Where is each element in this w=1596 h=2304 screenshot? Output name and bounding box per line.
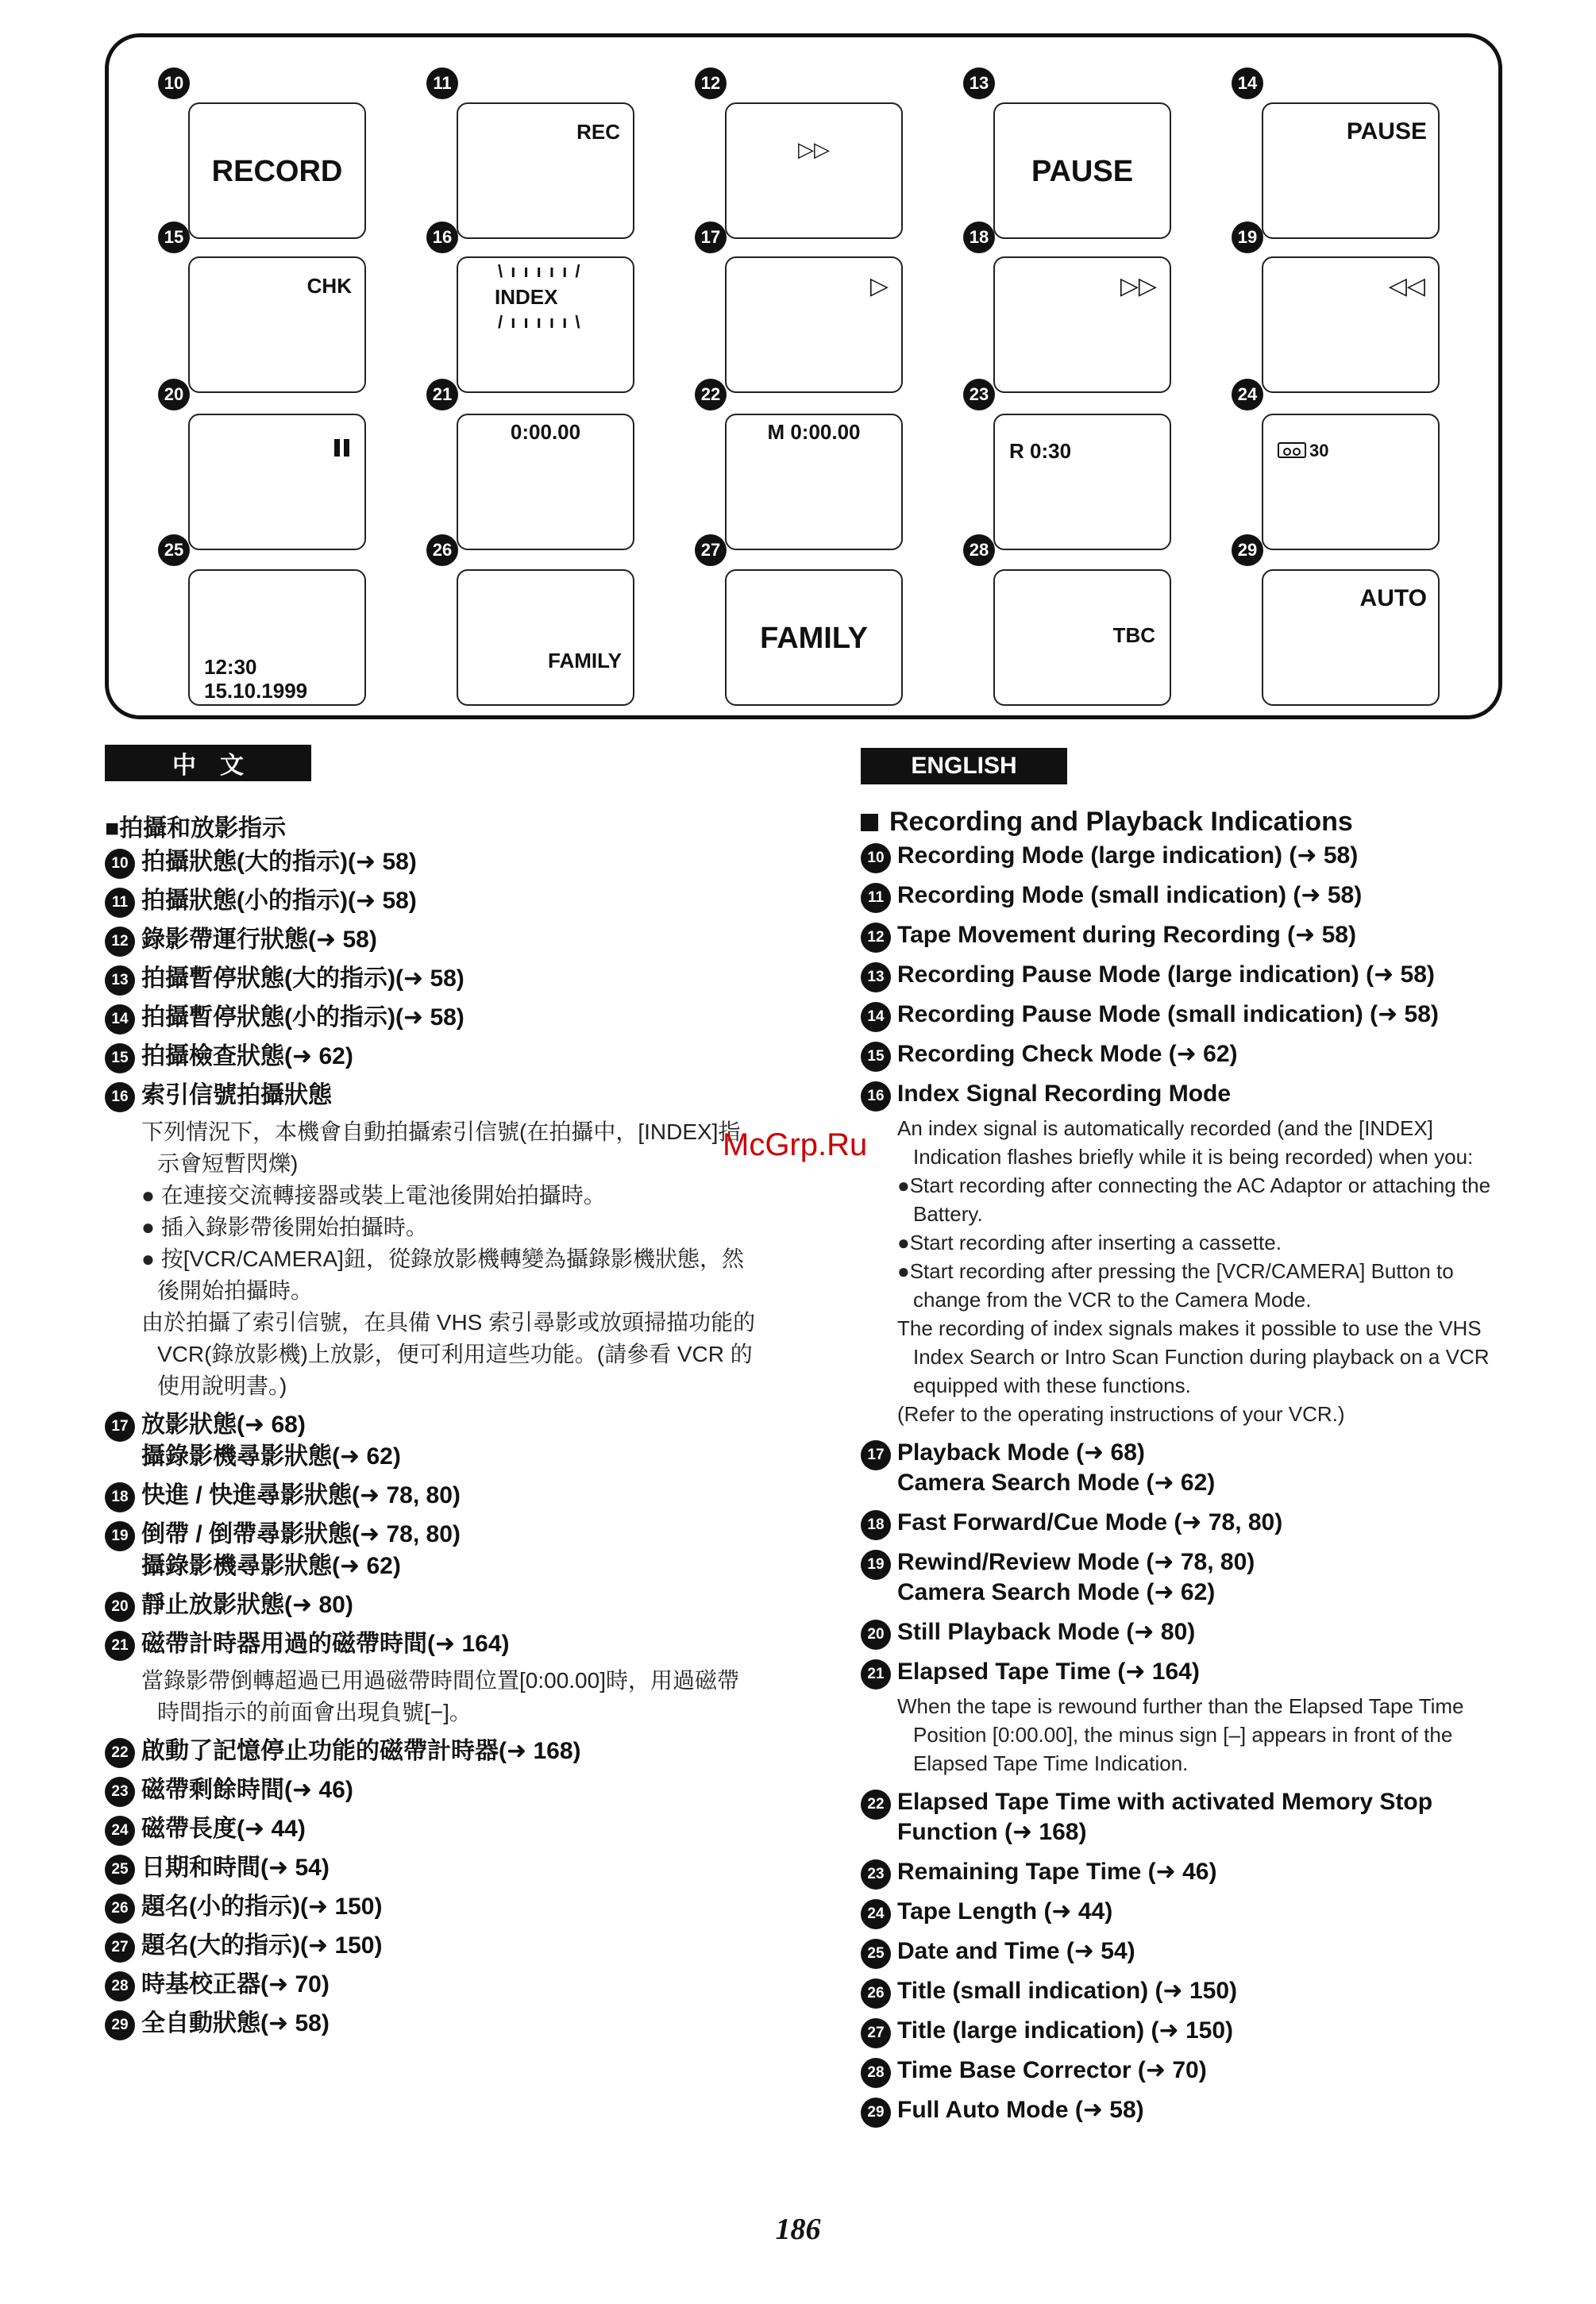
english-section-label — [861, 748, 1067, 784]
list-item-label: Recording Mode (small indication) (➜ 58) — [897, 882, 1363, 908]
cassette-icon — [1278, 442, 1306, 458]
indication-cell — [1232, 379, 1446, 553]
list-item-label: 錄影帶運行狀態(➜ 58) — [141, 927, 377, 953]
list-item-label: Rewind/Review Mode (➜ 78, 80) — [897, 1549, 1255, 1575]
viewfinder-screen — [457, 569, 634, 706]
indication-list-item — [861, 1438, 1512, 1498]
indication-list-item — [105, 1080, 756, 1402]
indication-list-item — [105, 1409, 756, 1473]
indication-cell — [963, 222, 1178, 396]
indication-list-item — [105, 1930, 756, 1962]
indication-list-item — [105, 1480, 756, 1512]
list-item-label: 磁帶長度(➜ 44) — [141, 1816, 306, 1842]
screen-indication-text: ▷▷ — [798, 137, 830, 161]
viewfinder-screen — [993, 256, 1171, 393]
list-item-label: Elapsed Tape Time (➜ 164) — [897, 1659, 1200, 1685]
list-item-label: 拍攝檢查狀態(➜ 62) — [141, 1043, 353, 1069]
indication-list-item — [861, 960, 1512, 990]
list-number-badge: 11 — [105, 888, 135, 918]
viewfinder-screen — [188, 414, 366, 550]
indication-list-item — [861, 1547, 1512, 1608]
viewfinder-screen — [1262, 569, 1440, 706]
list-number-badge: 10 — [105, 849, 135, 879]
item-number-badge: 13 — [963, 67, 995, 99]
list-item-label: 放影狀態(➜ 68) — [141, 1412, 306, 1438]
screen-indication-text: FAMILY — [760, 622, 868, 655]
list-item-label: 拍攝狀態(小的指示)(➜ 58) — [141, 888, 417, 914]
screen-indication-text: CHK — [306, 274, 352, 298]
english-column — [861, 807, 1512, 2135]
screen-indication-text: M 0:00.00 — [767, 420, 861, 444]
indication-cell — [1232, 67, 1446, 242]
indication-cell — [695, 534, 909, 709]
list-number-badge: 26 — [861, 1978, 891, 2009]
indication-cell — [1232, 534, 1446, 709]
screen-indication-text: 12:30 — [204, 655, 257, 679]
list-item-label: 時基校正器(➜ 70) — [141, 1971, 330, 1998]
list-item-label: 磁帶剩餘時間(➜ 46) — [141, 1777, 353, 1803]
list-item-label: 索引信號拍攝狀態 — [141, 1082, 332, 1108]
screen-date-text: 15.10.1999 — [204, 679, 308, 703]
list-item-label: Title (small indication) (➜ 150) — [897, 1978, 1237, 2004]
screen-indication-text: FAMILY — [548, 649, 622, 672]
list-item-label: Tape Movement during Recording (➜ 58) — [897, 922, 1356, 948]
screen-indication-text: RECORD — [211, 155, 343, 188]
pause-icon — [334, 439, 350, 457]
list-item-label: 攝錄影機尋影狀態(➜ 62) — [141, 1443, 401, 1470]
indication-cell — [426, 67, 641, 242]
chinese-label-text: 中 文 — [172, 753, 244, 779]
list-number-badge: 12 — [105, 927, 135, 957]
list-item-description — [141, 1665, 756, 1728]
list-item-label: 拍攝暫停狀態(小的指示)(➜ 58) — [141, 1004, 465, 1031]
indication-cell — [963, 67, 1178, 242]
indication-list-item — [105, 1774, 756, 1806]
list-number-badge: 28 — [861, 2058, 891, 2088]
item-number-badge: 17 — [695, 222, 727, 253]
list-number-badge: 16 — [861, 1081, 891, 1112]
list-number-badge: 12 — [861, 923, 891, 953]
indication-list-item — [105, 1519, 756, 1582]
list-number-badge: 22 — [861, 1790, 891, 1820]
indication-cell — [963, 534, 1178, 709]
list-number-badge: 29 — [861, 2098, 891, 2128]
indication-list-item — [105, 846, 756, 878]
viewfinder-screen — [725, 569, 903, 706]
list-item-label: Fast Forward/Cue Mode (➜ 78, 80) — [897, 1509, 1283, 1535]
item-number-badge: 12 — [695, 67, 727, 99]
list-number-badge: 13 — [861, 962, 891, 992]
screen-indication-text: R 0:30 — [1009, 439, 1072, 463]
indication-list-item — [105, 963, 756, 995]
list-item-label: 靜止放影狀態(➜ 80) — [141, 1592, 353, 1618]
list-item-label: 倒帶 / 倒帶尋影狀態(➜ 78, 80) — [141, 1521, 461, 1547]
list-item-label: Recording Pause Mode (large indication) (➜ 58) — [897, 961, 1435, 988]
list-number-badge: 29 — [105, 2010, 135, 2040]
list-item-label: Index Signal Recording Mode — [897, 1081, 1232, 1107]
screen-indication-text: PAUSE — [1031, 155, 1134, 188]
viewfinder-screen — [1262, 102, 1440, 239]
indication-list-item — [861, 2095, 1512, 2125]
list-item-label: 啟動了記憶停止功能的磁帶計時器(➜ 168) — [141, 1738, 581, 1764]
flash-rays-bottom: / ı ı ı ı ı \ — [498, 312, 582, 332]
indication-cell — [695, 379, 909, 553]
description-line: ● 插入錄影帶後開始拍攝時。 — [141, 1215, 428, 1239]
list-item-description — [897, 1114, 1512, 1428]
indication-list-item — [105, 1628, 756, 1728]
item-number-badge: 16 — [426, 222, 458, 253]
indication-cell — [158, 222, 372, 396]
list-item-label: 題名(小的指示)(➜ 150) — [141, 1894, 383, 1920]
screen-indication-text: 30 — [1309, 441, 1329, 460]
item-number-badge: 20 — [158, 379, 190, 410]
viewfinder-screen — [725, 256, 903, 393]
screen-indication-text: TBC — [1112, 623, 1155, 647]
list-item-label: Elapsed Tape Time with activated Memory Stop Function (➜ 168) — [897, 1789, 1433, 1845]
indication-cell — [695, 67, 909, 242]
list-number-badge: 24 — [105, 1816, 135, 1846]
description-line: ●Start recording after pressing the [VCR/CAMERA] Button to change from the VCR to the Camera Mode. — [897, 1259, 1454, 1312]
viewfinder-screen — [457, 102, 634, 239]
list-item-label: Remaining Tape Time (➜ 46) — [897, 1859, 1217, 1885]
indication-list-item — [861, 1508, 1512, 1538]
viewfinder-screen — [993, 414, 1171, 550]
indication-cell — [426, 222, 641, 396]
indication-list-item — [861, 1787, 1512, 1847]
screen-indication-text: AUTO — [1359, 585, 1427, 611]
list-number-badge: 17 — [861, 1440, 891, 1470]
list-item-label: 全自動狀態(➜ 58) — [141, 2010, 330, 2036]
indication-list-item — [105, 1589, 756, 1621]
list-number-badge: 23 — [105, 1777, 135, 1807]
indication-cell — [426, 379, 641, 553]
list-item-description — [141, 1116, 756, 1402]
chinese-title — [105, 808, 756, 843]
list-number-badge: 18 — [861, 1510, 891, 1540]
indication-list-item — [861, 1857, 1512, 1887]
list-number-badge: 15 — [105, 1043, 135, 1073]
description-line: ●Start recording after inserting a cassette. — [897, 1231, 1282, 1254]
list-number-badge: 27 — [861, 2018, 891, 2048]
indication-list-item — [861, 841, 1512, 871]
list-item-label: Tape Length (➜ 44) — [897, 1898, 1113, 1924]
chinese-column — [105, 808, 756, 2047]
indication-cell — [158, 534, 372, 709]
indication-list-item — [105, 1813, 756, 1845]
list-number-badge: 21 — [861, 1659, 891, 1689]
watermark: McGrp.Ru — [723, 1127, 868, 1162]
list-number-badge: 15 — [861, 1042, 891, 1072]
indication-list-item — [861, 1617, 1512, 1647]
screen-indication-text: 0:00.00 — [510, 420, 581, 444]
list-number-badge: 13 — [105, 965, 135, 996]
item-number-badge: 26 — [426, 534, 458, 566]
list-item-label: Camera Search Mode (➜ 62) — [897, 1470, 1216, 1496]
description-line: 當錄影帶倒轉超過已用過磁帶時間位置[0:00.00]時，用過磁帶時間指示的前面會出現負號[−]。 — [141, 1668, 739, 1724]
list-item-label: Time Base Corrector (➜ 70) — [897, 2057, 1207, 2083]
viewfinder-screen — [993, 102, 1171, 239]
list-number-badge: 14 — [861, 1002, 891, 1032]
item-number-badge: 23 — [963, 379, 995, 410]
list-item-label: 題名(大的指示)(➜ 150) — [141, 1932, 383, 1959]
list-number-badge: 18 — [105, 1482, 135, 1512]
indication-list-item — [861, 1039, 1512, 1069]
list-number-badge: 19 — [861, 1550, 891, 1580]
indication-list-item — [861, 2016, 1512, 2046]
item-number-badge: 18 — [963, 222, 995, 253]
indication-list-item — [105, 1041, 756, 1073]
chinese-section-label — [105, 745, 311, 781]
description-line: 由於拍攝了索引信號，在具備 VHS 索引尋影或放頭掃描功能的 VCR(錄放影機)上放影，便可利用這些功能。(請參看 VCR 的使用說明書。) — [141, 1310, 756, 1398]
list-number-badge: 27 — [105, 1932, 135, 1963]
indication-list-item — [105, 924, 756, 956]
flash-rays-top: \ ı ı ı ı ı / — [498, 261, 582, 281]
viewfinder-screen — [188, 569, 366, 706]
list-number-badge: 25 — [105, 1855, 135, 1885]
indication-list-item — [861, 1936, 1512, 1967]
indication-list-item — [861, 920, 1512, 950]
description-line: 下列情況下，本機會自動拍攝索引信號(在拍攝中，[INDEX]指示會短暫閃爍) — [141, 1119, 741, 1176]
english-title — [861, 807, 1512, 838]
list-number-badge: 14 — [105, 1004, 135, 1034]
list-item-description — [897, 1692, 1512, 1778]
indication-list-item — [105, 1891, 756, 1923]
list-number-badge: 19 — [105, 1521, 135, 1551]
list-number-badge: 25 — [861, 1939, 891, 1969]
indication-cell — [158, 379, 372, 553]
viewfinder-screen — [1262, 256, 1440, 393]
item-number-badge: 21 — [426, 379, 458, 410]
description-line: An index signal is automatically recorded (and the [INDEX] Indication flashes briefly while it is being recorded) when you: — [897, 1116, 1474, 1169]
indication-cell — [426, 534, 641, 709]
screen-indication-text: INDEX — [495, 285, 558, 309]
list-item-label: Recording Mode (large indication) (➜ 58) — [897, 842, 1359, 869]
screen-indication-text: PAUSE — [1346, 118, 1427, 144]
page-number: 186 — [775, 2213, 821, 2246]
indication-list-item — [105, 1736, 756, 1767]
item-number-badge: 25 — [158, 534, 190, 566]
list-number-badge: 20 — [105, 1592, 135, 1622]
indication-list-item — [105, 2008, 756, 2040]
english-label-text: ENGLISH — [911, 753, 1017, 779]
indication-list-item — [105, 885, 756, 917]
list-item-label: 拍攝狀態(大的指示)(➜ 58) — [141, 849, 417, 875]
item-number-badge: 22 — [695, 379, 727, 410]
viewfinder-screen — [993, 569, 1171, 706]
item-number-badge: 15 — [158, 222, 190, 253]
list-item-label: Date and Time (➜ 54) — [897, 1938, 1135, 1964]
indication-list-item — [861, 1897, 1512, 1927]
list-item-label: Recording Pause Mode (small indication) (➜ 58) — [897, 1001, 1439, 1027]
list-item-label: Title (large indication) (➜ 150) — [897, 2017, 1233, 2044]
indication-list-item — [861, 1657, 1512, 1778]
viewfinder-screen — [188, 256, 366, 393]
list-item-label: Playback Mode (➜ 68) — [897, 1439, 1145, 1466]
list-number-badge: 21 — [105, 1631, 135, 1661]
list-item-label: 磁帶計時器用過的磁帶時間(➜ 164) — [141, 1631, 510, 1657]
indication-list-item — [861, 880, 1512, 911]
item-number-badge: 24 — [1232, 379, 1263, 410]
english-title-text: Recording and Playback Indications — [889, 807, 1353, 837]
list-item-label: 攝錄影機尋影狀態(➜ 62) — [141, 1553, 401, 1579]
item-number-badge: 29 — [1232, 534, 1263, 566]
indication-list-item — [861, 2055, 1512, 2086]
list-number-badge: 23 — [861, 1859, 891, 1890]
indication-list-item — [105, 1969, 756, 2001]
viewfinder-screen — [188, 102, 366, 239]
indication-list-item — [105, 1852, 756, 1884]
indication-cell — [1232, 222, 1446, 396]
list-item-label: Recording Check Mode (➜ 62) — [897, 1041, 1238, 1067]
list-number-badge: 17 — [105, 1412, 135, 1442]
screen-indication-text: ▷ — [869, 273, 889, 299]
indication-list-item — [861, 1079, 1512, 1428]
screen-indication-text: REC — [576, 120, 620, 144]
viewfinder-screen — [1262, 414, 1440, 550]
description-line: ●Start recording after connecting the AC Adaptor or attaching the Battery. — [897, 1173, 1491, 1226]
list-number-badge: 20 — [861, 1620, 891, 1650]
description-line: The recording of index signals makes it possible to use the VHS Index Search or Intro Scan Function during playback on a VCR equipped with these functions. — [897, 1316, 1490, 1397]
viewfinder-screen — [457, 256, 634, 393]
list-item-label: 拍攝暫停狀態(大的指示)(➜ 58) — [141, 965, 465, 992]
indication-cell — [695, 222, 909, 396]
description-line: (Refer to the operating instructions of your VCR.) — [897, 1402, 1345, 1426]
list-item-label: 快進 / 快進尋影狀態(➜ 78, 80) — [141, 1482, 461, 1508]
list-item-label: Full Auto Mode (➜ 58) — [897, 2097, 1144, 2123]
list-number-badge: 24 — [861, 1899, 891, 1929]
square-bullet-icon — [861, 814, 878, 831]
indication-cell — [963, 379, 1178, 553]
list-number-badge: 11 — [861, 883, 891, 913]
list-item-label: Still Playback Mode (➜ 80) — [897, 1619, 1196, 1645]
description-line: When the tape is rewound further than the Elapsed Tape Time Position [0:00.00], the minus sign [–] appears in front of the Elapsed Tape Time Indication. — [897, 1694, 1464, 1775]
viewfinder-screen — [725, 102, 903, 239]
list-item-label: Camera Search Mode (➜ 62) — [897, 1579, 1216, 1605]
indication-panel — [105, 33, 1502, 719]
item-number-badge: 11 — [426, 67, 458, 99]
item-number-badge: 14 — [1232, 67, 1263, 99]
list-number-badge: 28 — [105, 1971, 135, 2002]
screen-indication-text: ▷▷ — [1120, 273, 1157, 299]
indication-list-item — [105, 1002, 756, 1034]
indication-list-item — [861, 1000, 1512, 1030]
item-number-badge: 19 — [1232, 222, 1263, 253]
chinese-title-text: ■拍攝和放影指示 — [105, 815, 287, 842]
screen-indication-text: ◁◁ — [1388, 273, 1425, 299]
list-number-badge: 22 — [105, 1738, 135, 1768]
list-number-badge: 16 — [105, 1082, 135, 1112]
list-number-badge: 26 — [105, 1894, 135, 1924]
viewfinder-screen — [457, 414, 634, 550]
list-number-badge: 10 — [861, 843, 891, 873]
indication-cell — [158, 67, 372, 242]
indication-list-item — [861, 1976, 1512, 2006]
list-item-label: 日期和時間(➜ 54) — [141, 1855, 330, 1881]
item-number-badge: 27 — [695, 534, 727, 566]
description-line: ● 按[VCR/CAMERA]鈕，從錄放影機轉變為攝錄影機狀態，然後開始拍攝時。 — [141, 1246, 744, 1303]
description-line: ● 在連接交流轉接器或裝上電池後開始拍攝時。 — [141, 1183, 606, 1208]
item-number-badge: 28 — [963, 534, 995, 566]
item-number-badge: 10 — [158, 67, 190, 99]
viewfinder-screen — [725, 414, 903, 550]
